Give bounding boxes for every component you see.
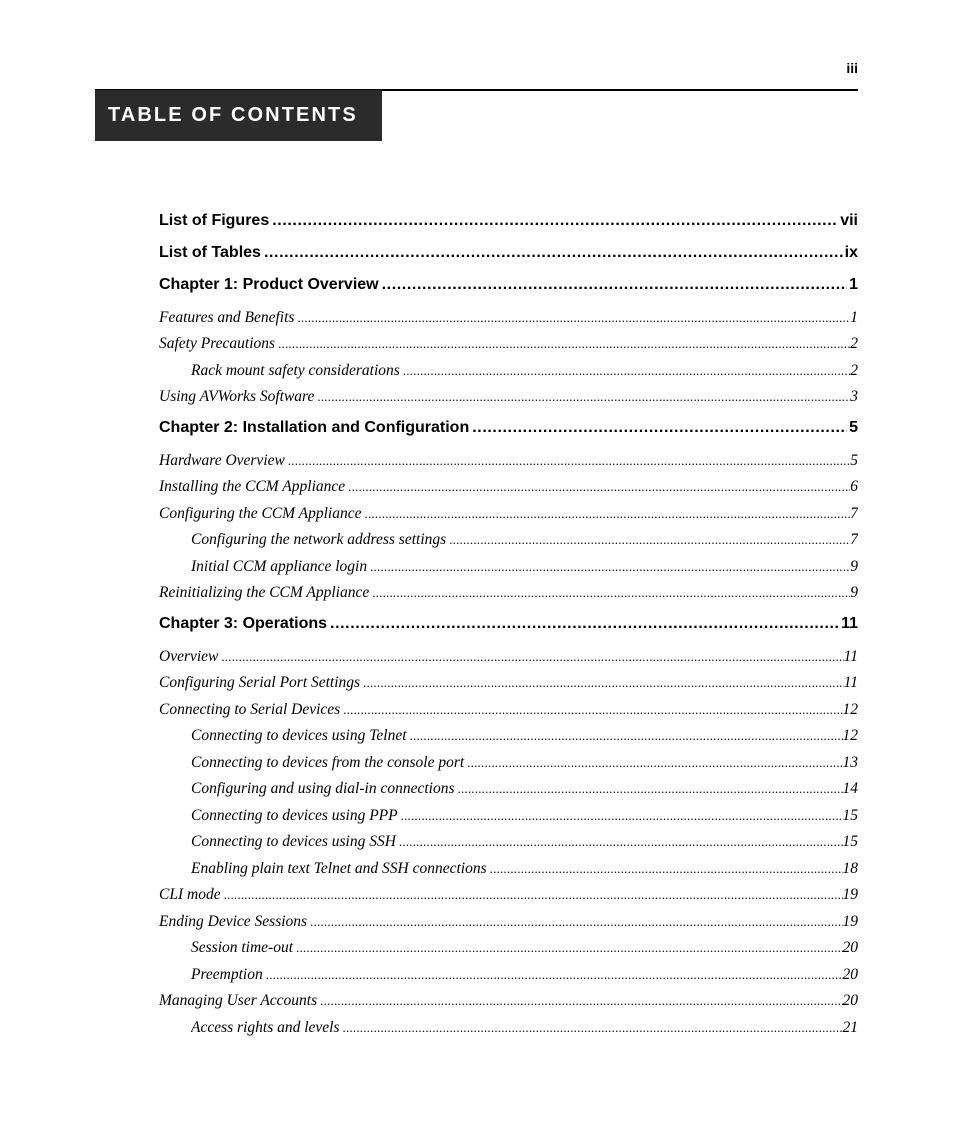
toc-entry-label: Rack mount safety considerations: [191, 362, 400, 379]
toc-section-entry[interactable]: [159, 913, 858, 934]
toc-entry-label: Safety Precautions: [159, 335, 276, 352]
toc-section-entry[interactable]: [159, 674, 858, 695]
dot-leader: [307, 913, 842, 931]
toc-chapter-entry[interactable]: [159, 244, 858, 266]
dot-leader: [396, 833, 843, 851]
toc-section-entry[interactable]: [159, 992, 858, 1013]
dot-leader: [275, 335, 850, 353]
toc-entry-page-number: 2: [850, 335, 858, 352]
dot-leader: [294, 309, 850, 327]
toc-entry-label: Connecting to devices using PPP: [191, 807, 398, 824]
toc-entry-label: List of Tables: [159, 244, 261, 261]
toc-entry-label: Chapter 3: Operations: [159, 615, 328, 632]
dot-leader: [398, 807, 843, 825]
toc-entry-label: Reinitializing the CCM Appliance: [159, 584, 370, 601]
toc-entry-page-number: 3: [850, 388, 858, 405]
toc-section-entry[interactable]: [159, 584, 858, 605]
toc-entry-label: Configuring the CCM Appliance: [159, 505, 362, 522]
dot-leader: [263, 966, 843, 984]
toc-entry-label: Chapter 2: Installation and Configuration: [159, 419, 470, 436]
dot-leader: [367, 558, 850, 576]
toc-entry-page-number: 14: [842, 780, 858, 797]
toc-entry-page-number: 15: [842, 807, 858, 824]
toc-entry-label: Connecting to devices using Telnet: [191, 727, 407, 744]
page-number: iii: [846, 60, 858, 76]
toc-chapter-entry[interactable]: [159, 276, 858, 298]
toc-entry-page-number: 21: [842, 1019, 858, 1036]
toc-subsection-entry[interactable]: [191, 939, 858, 960]
toc-subsection-entry[interactable]: [191, 531, 858, 552]
toc-entry-page-number: 19: [842, 886, 858, 903]
toc-section-entry[interactable]: [159, 701, 858, 722]
toc-entry-page-number: 13: [842, 754, 858, 771]
toc-subsection-entry[interactable]: [191, 727, 858, 748]
toc-subsection-entry[interactable]: [191, 754, 858, 775]
toc-chapter-entry[interactable]: [159, 419, 858, 441]
toc-chapter-entry[interactable]: [159, 212, 858, 234]
toc-entry-label: Installing the CCM Appliance: [159, 478, 346, 495]
dot-leader: [455, 780, 843, 798]
toc-entry-label: Connecting to devices from the console port: [191, 754, 465, 771]
toc-entry-page-number: 12: [842, 727, 858, 744]
dot-leader: [340, 1019, 843, 1037]
toc-entry-label: List of Figures: [159, 212, 270, 229]
dot-leader: [261, 244, 843, 262]
toc-entry-label: Managing User Accounts: [159, 992, 318, 1009]
toc-subsection-entry[interactable]: [191, 833, 858, 854]
dot-leader: [369, 584, 850, 602]
toc-subsection-entry[interactable]: [191, 780, 858, 801]
toc-section-entry[interactable]: [159, 478, 858, 499]
toc-entry-page-number: ix: [844, 244, 858, 261]
toc-entry-page-number: 20: [842, 939, 858, 956]
toc-section-entry[interactable]: [159, 505, 858, 526]
toc-entry-page-number: vii: [840, 212, 858, 229]
toc-entry-label: Features and Benefits: [159, 309, 295, 326]
toc-entry-label: Chapter 1: Product Overview: [159, 276, 379, 293]
dot-leader: [464, 754, 842, 772]
toc-subsection-entry[interactable]: [191, 1019, 858, 1040]
toc-entry-page-number: 7: [850, 531, 858, 548]
dot-leader: [327, 615, 839, 633]
toc-entry-page-number: 5: [850, 452, 858, 469]
toc-entry-page-number: 15: [842, 833, 858, 850]
toc-entry-page-number: 9: [850, 584, 858, 601]
toc-entry-label: CLI mode: [159, 886, 221, 903]
toc-subsection-entry[interactable]: [191, 860, 858, 881]
toc-section-entry[interactable]: [159, 388, 858, 409]
dot-leader: [400, 362, 850, 380]
toc-entry-page-number: 11: [841, 615, 858, 632]
toc-entry-label: Access rights and levels: [191, 1019, 340, 1036]
toc-subsection-entry[interactable]: [191, 362, 858, 383]
toc-section-entry[interactable]: [159, 452, 858, 473]
toc-entry-label: Enabling plain text Telnet and SSH connections: [191, 860, 487, 877]
toc-entry-label: Configuring and using dial-in connections: [191, 780, 455, 797]
toc-entry-page-number: 9: [850, 558, 858, 575]
toc-entry-page-number: 11: [843, 648, 858, 665]
toc-entry-label: Overview: [159, 648, 219, 665]
dot-leader: [345, 478, 850, 496]
dot-leader: [487, 860, 843, 878]
dot-leader: [379, 276, 847, 294]
dot-leader: [446, 531, 850, 549]
toc-subsection-entry[interactable]: [191, 558, 858, 579]
toc-entry-label: Connecting to devices using SSH: [191, 833, 396, 850]
toc-section-entry[interactable]: [159, 309, 858, 330]
toc-entry-page-number: 2: [850, 362, 858, 379]
page-title: TABLE OF CONTENTS: [95, 90, 382, 141]
toc-entry-page-number: 19: [842, 913, 858, 930]
dot-leader: [293, 939, 842, 957]
toc-entry-label: Session time-out: [191, 939, 294, 956]
toc-subsection-entry[interactable]: [191, 966, 858, 987]
dot-leader: [340, 701, 842, 719]
dot-leader: [362, 505, 851, 523]
toc-entry-page-number: 20: [842, 992, 858, 1009]
toc-section-entry[interactable]: [159, 648, 858, 669]
toc-entry-page-number: 1: [849, 276, 858, 293]
dot-leader: [269, 212, 838, 230]
toc-entry-label: Using AVWorks Software: [159, 388, 315, 405]
toc-entry-label: Initial CCM appliance login: [191, 558, 368, 575]
dot-leader: [407, 727, 843, 745]
toc-section-entry[interactable]: [159, 886, 858, 907]
dot-leader: [360, 674, 844, 692]
dot-leader: [469, 419, 847, 437]
toc-entry-page-number: 20: [842, 966, 858, 983]
toc-chapter-entry[interactable]: [159, 615, 858, 637]
toc-entry-label: Preemption: [191, 966, 263, 983]
dot-leader: [317, 992, 842, 1010]
toc-entry-label: Ending Device Sessions: [159, 913, 308, 930]
toc-entry-page-number: 11: [843, 674, 858, 691]
dot-leader: [221, 886, 843, 904]
dot-leader: [218, 648, 843, 666]
toc-entry-page-number: 5: [849, 419, 858, 436]
toc-entry-page-number: 1: [850, 309, 858, 326]
toc-entry-page-number: 18: [842, 860, 858, 877]
toc-section-entry[interactable]: [159, 335, 858, 356]
dot-leader: [314, 388, 850, 406]
toc-entry-page-number: 6: [850, 478, 858, 495]
toc-entry-label: Configuring Serial Port Settings: [159, 674, 361, 691]
toc-subsection-entry[interactable]: [191, 807, 858, 828]
toc-entry-page-number: 12: [842, 701, 858, 718]
toc-entry-label: Hardware Overview: [159, 452, 285, 469]
toc-entry-label: Configuring the network address settings: [191, 531, 447, 548]
dot-leader: [285, 452, 850, 470]
toc-entry-page-number: 7: [850, 505, 858, 522]
toc-entry-label: Connecting to Serial Devices: [159, 701, 341, 718]
